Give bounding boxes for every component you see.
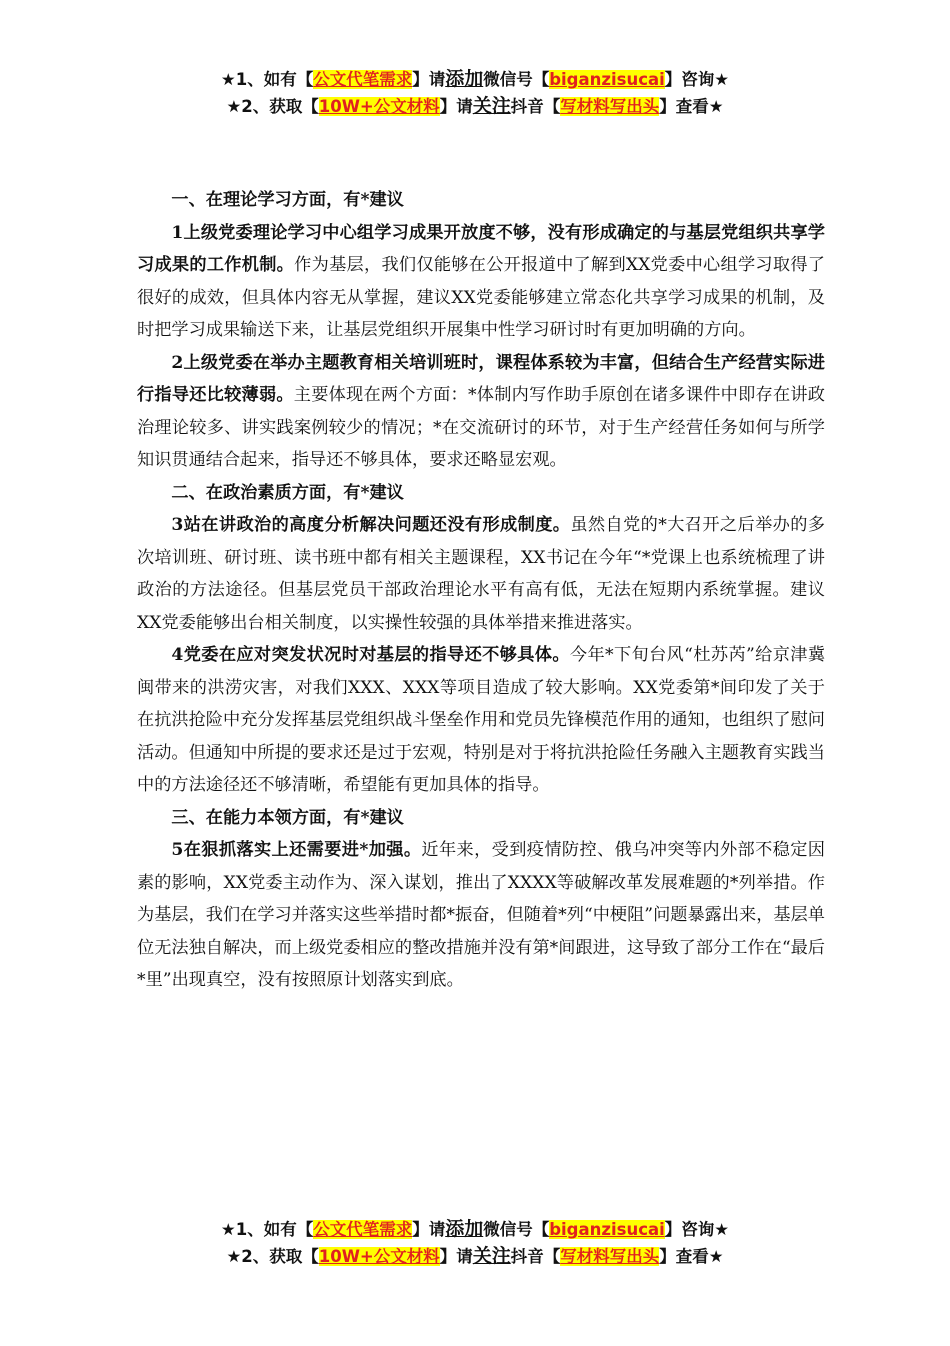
paragraph-lead: 1上级党委理论学习中心组学习成果开放度不够，没有形成确定的与基层党组织共享学习成果的工作机制。 <box>137 222 825 275</box>
banner-line-2 <box>0 1243 950 1270</box>
top-ad-banner <box>0 66 950 120</box>
banner-highlight: biganzisucai <box>549 1220 665 1239</box>
banner-text: 】咨询★ <box>664 70 730 89</box>
section-heading-1: 一、在理论学习方面，有*建议 <box>171 190 404 210</box>
banner-line-2 <box>0 93 950 120</box>
paragraph-body: 虽然自党的*大召开之后举办的多次培训班、研讨班、读书班中都有相关主题课程，XX书记在今年“*党课上也系统梳理了讲政治的方法途径。但基层党员干部政治理论水平有高有低，无法在短期内系统掌握。建议XX党委能够出台相关制度，以实操性较强的具体举措来推进落实。 <box>137 515 825 633</box>
banner-text: 微信号【 <box>483 1220 550 1239</box>
banner-line-1 <box>0 1216 950 1243</box>
paragraph-5 <box>137 834 825 997</box>
banner-emphasis: 关注 <box>472 95 511 117</box>
banner-highlight: 写材料写出头 <box>560 1247 660 1266</box>
banner-highlight: biganzisucai <box>549 70 665 89</box>
paragraph-body: 今年*下旬台风“杜苏芮”给京津冀闽带来的洪涝灾害，对我们XXX、XXX等项目造成了较大影响。XX党委第*间印发了关于在抗洪抢险中充分发挥基层党组织战斗堡垒作用和党员先锋模范作用的通知，也组织了慰问活动。但通知中所提的要求还是过于宏观，特别是对于将抗洪抢险任务融入主题教育实践当中的方法途径还不够清晰，希望能有更加具体的指导。 <box>137 645 826 795</box>
banner-text: 】请 <box>412 70 446 89</box>
banner-text: 】咨询★ <box>664 1220 730 1239</box>
paragraph-body: 近年来，受到疫情防控、俄乌冲突等内外部不稳定因素的影响，XX党委主动作为、深入谋划，推出了XXXX等破解改革发展难题的*列举措。作为基层，我们在学习并落实这些举措时都*振奋，但随着*列“中梗阻”问题暴露出来，基层单位无法独自解决，而上级党委相应的整改措施并没有第*间跟进，这导致了部分工作在“最后*里”出现真空，没有按照原计划落实到底。 <box>137 840 825 990</box>
banner-text: ★1、如有【 <box>220 1220 314 1239</box>
banner-text: 】查看★ <box>659 97 724 116</box>
banner-highlight: 公文代笔需求 <box>313 1220 413 1239</box>
banner-highlight: 10W+公文材料 <box>318 97 440 116</box>
section-heading-3: 三、在能力本领方面，有*建议 <box>171 807 404 828</box>
paragraph-body: 作为基层，我们仅能够在公开报道中了解到XX党委中心组学习取得了很好的成效，但具体内容无从掌握，建议XX党委能够建立常态化共享学习成果的机制，及时把学习成果输送下来，让基层党组织开展集中性学习研讨时有更加明确的方向。 <box>137 255 825 340</box>
banner-highlight: 公文代笔需求 <box>313 70 413 89</box>
paragraph-lead: 2上级党委在举办主题教育相关培训班时，课程体系较为丰富，但结合生产经营实际进行指导还比较薄弱。 <box>137 352 825 405</box>
banner-emphasis: 添加 <box>445 68 484 90</box>
banner-text: ★2、获取【 <box>226 97 319 116</box>
paragraph-1 <box>137 217 825 347</box>
paragraph-lead: 3站在讲政治的高度分析解决问题还没有形成制度。 <box>171 515 571 535</box>
banner-highlight: 写材料写出头 <box>560 97 660 116</box>
banner-text: ★2、获取【 <box>226 1247 319 1266</box>
paragraph-4 <box>137 639 825 802</box>
banner-text: 】请 <box>439 97 473 116</box>
paragraph-lead: 5在狠抓落实上还需要进*加强。 <box>171 840 422 860</box>
banner-text: 】请 <box>412 1220 446 1239</box>
document-body <box>137 184 825 997</box>
bottom-ad-banner <box>0 1216 950 1270</box>
banner-text: 】请 <box>439 1247 473 1266</box>
section-heading-2: 二、在政治素质方面，有*建议 <box>171 482 404 503</box>
banner-text: ★1、如有【 <box>220 70 314 89</box>
banner-text: 抖音【 <box>510 97 561 116</box>
paragraph-lead: 4党委在应对突发状况时对基层的指导还不够具体。 <box>171 645 570 665</box>
banner-text: 微信号【 <box>483 70 550 89</box>
banner-emphasis: 添加 <box>445 1218 484 1240</box>
banner-highlight: 10W+公文材料 <box>318 1247 440 1266</box>
banner-text: 】查看★ <box>659 1247 724 1266</box>
banner-emphasis: 关注 <box>472 1245 511 1267</box>
paragraph-body: 主要体现在两个方面：*体制内写作助手原创在诸多课件中即存在讲政治理论较多、讲实践案例较少的情况；*在交流研讨的环节，对于生产经营任务如何与所学知识贯通结合起来，指导还不够具体，要求还略显宏观。 <box>137 385 825 470</box>
paragraph-3 <box>137 509 825 639</box>
banner-text: 抖音【 <box>510 1247 561 1266</box>
banner-line-1 <box>0 66 950 93</box>
paragraph-2 <box>137 347 825 477</box>
